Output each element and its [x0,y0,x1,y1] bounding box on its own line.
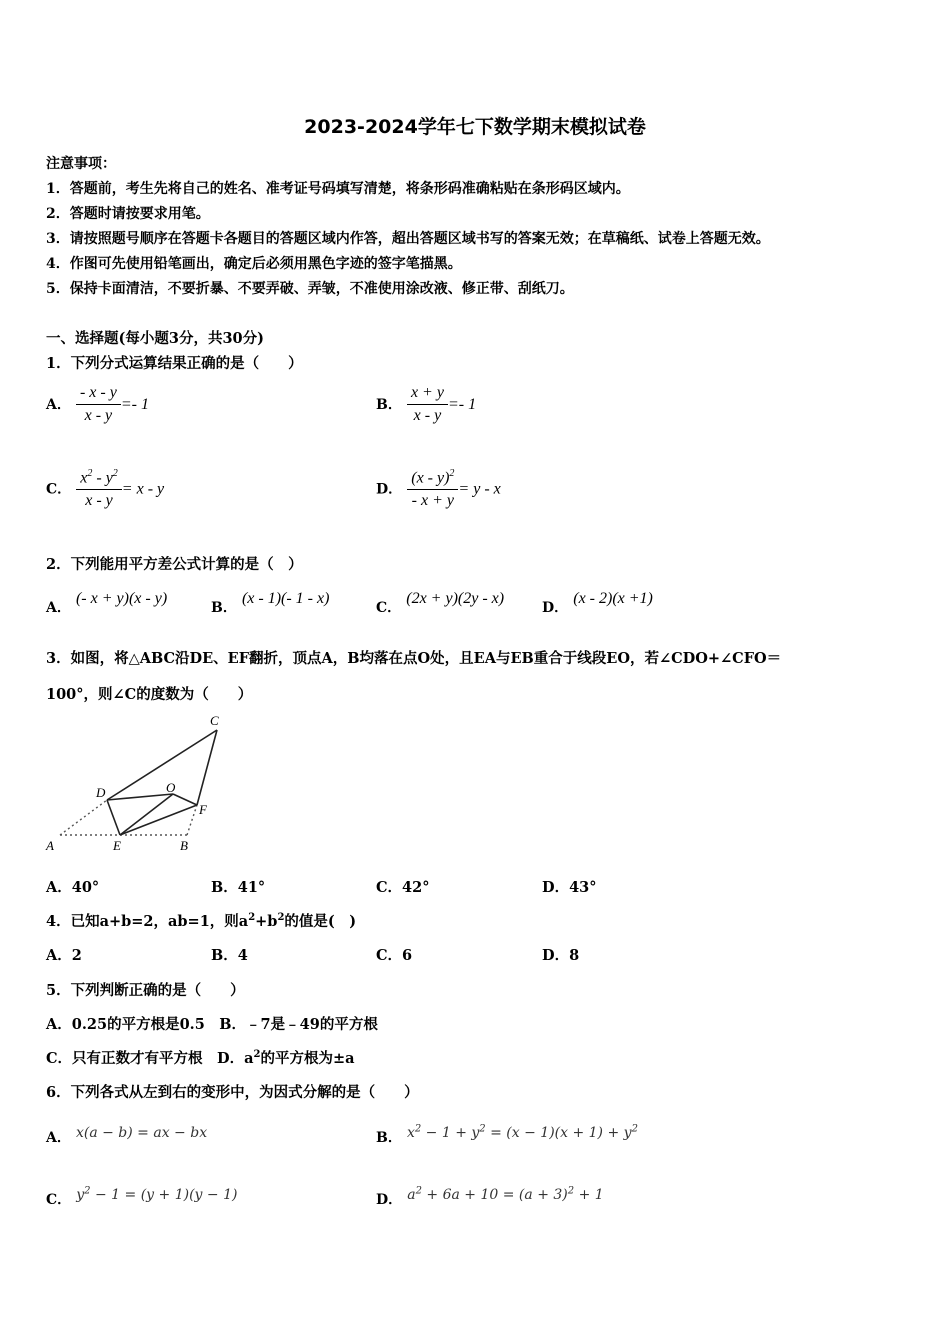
segment-eo [120,794,173,835]
segment-ef [120,805,197,835]
q3-option-d[interactable]: D．43° [542,879,597,896]
q2-a-label: A． [46,600,71,616]
q1-c-num: $x^2 - y^2$ [76,468,122,490]
point-label-e: E [113,838,121,853]
q1-option-c[interactable] [46,468,164,510]
q3-triangle-figure [40,708,240,858]
q3-option-b[interactable]: B．41° [211,879,266,896]
q1-c-rhs: = x - y [121,480,165,498]
q1-option-b[interactable] [376,384,476,425]
q1-stem: 1．下列分式运算结果正确的是（ ） [46,355,303,372]
q2-stem: 2．下列能用平方差公式计算的是（ ） [46,556,303,573]
q6-stem: 6．下列各式从左到右的变形中，为因式分解的是（ ） [46,1084,419,1101]
q1-d-fraction [407,468,458,510]
q6-c-label: C． [46,1192,72,1208]
q1-b-num: x + y [407,384,448,405]
note-item-2: 2．答题时请按要求用笔。 [46,206,210,222]
note-item-4: 4．作图可先使用铅笔画出，确定后必须用黑色字迹的签字笔描黑。 [46,256,462,272]
segment-of [173,794,197,805]
q1-a-num: - x - y [76,384,121,405]
q1-b-label: B． [376,397,402,413]
q6-c-expr: $y^2 - 1 = (y + 1)(y - 1)$ [76,1185,238,1203]
q5-options-ab[interactable]: A．0.25的平方根是0.5 B．﹣7是﹣49的平方根 [46,1016,378,1033]
q1-option-d[interactable] [376,468,501,510]
q2-option-b[interactable] [211,588,330,616]
fold-line-ad [60,800,107,835]
q1-d-den: - x + y [411,492,454,510]
q3-option-c[interactable]: C．42° [376,879,430,896]
point-label-f: F [199,802,207,817]
section-heading: 一、选择题(每小题3分，共30分) [46,330,264,347]
q5-stem: 5．下列判断正确的是（ ） [46,982,245,999]
q1-c-label: C． [46,481,72,498]
q6-d-label: D． [376,1192,403,1208]
q2-option-d[interactable] [542,588,653,616]
q1-d-rhs: = y - x [458,480,501,498]
q6-d-expr: $a^2 + 6a + 10 = (a + 3)^2 + 1$ [407,1185,604,1203]
fold-line-bf [187,805,197,835]
q5-options-cd[interactable]: C．只有正数才有平方根 D．$a^2$的平方根为±a [46,1049,355,1067]
point-label-a: A [46,838,54,853]
q1-d-num: (x - y)$^2$ [407,468,458,490]
q1-d-label: D． [376,481,403,498]
q1-a-den: x - y [84,407,113,424]
segment-do [107,794,173,800]
q4-option-c[interactable]: C．6 [376,947,413,964]
q1-a-label: A． [46,397,71,413]
q3-stem-line2: 100°，则∠C的度数为（ ） [46,686,253,703]
point-label-c: C [210,713,219,728]
q1-option-a[interactable] [46,384,149,425]
notes-heading: 注意事项： [46,156,116,172]
note-item-1: 1．答题前，考生先将自己的姓名、准考证号码填写清楚，将条形码准确粘贴在条形码区域内。 [46,181,630,197]
q4-option-d[interactable]: D．8 [542,947,580,964]
q4-option-a[interactable]: A．2 [46,947,82,964]
q2-a-expr: (- x + y)(x - y) [75,590,168,607]
point-label-o: O [166,780,176,795]
q6-option-d[interactable] [376,1184,604,1208]
q2-d-label: D． [542,600,569,616]
q6-option-b[interactable] [376,1122,638,1146]
page-title: 2023-2024学年七下数学期末模拟试卷 [304,116,646,138]
q1-a-fraction [76,384,121,425]
q2-c-expr: (2x + y)(2y - x) [406,590,505,607]
q2-b-expr: (x - 1)(- 1 - x) [241,590,330,607]
q6-b-expr: $x^2 - 1 + y^2 = (x - 1)(x + 1) + y^2$ [406,1123,638,1141]
q3-option-a[interactable]: A．40° [46,879,100,896]
q6-option-a[interactable] [46,1122,208,1146]
q1-c-den: x - y [85,492,113,510]
q1-b-den: x - y [413,407,442,424]
q1-b-rhs: =- 1 [447,396,477,413]
q2-option-a[interactable] [46,588,168,616]
q6-b-label: B． [376,1130,402,1146]
segment-de [107,800,120,835]
q1-b-fraction [407,384,448,425]
q4-stem: 4．已知a+b=2，ab=1，则$a^2+b^2$的值是( ) [46,912,357,930]
q1-a-rhs: =- 1 [120,396,149,413]
point-label-b: B [180,838,188,853]
q6-option-c[interactable] [46,1184,238,1208]
q1-c-fraction [76,468,122,510]
note-item-5: 5．保持卡面清洁，不要折暴、不要弄破、弄皱，不准使用涂改液、修正带、刮纸刀。 [46,281,574,297]
q6-a-label: A． [46,1130,71,1146]
q3-stem-line1: 3．如图，将△ABC沿DE、EF翻折，顶点A，B均落在点O处，且EA与EB重合于线段EO，若∠CDO+∠CFO＝ [46,650,782,667]
q2-c-label: C． [376,600,402,616]
point-label-d: D [96,785,106,800]
q6-a-expr: x(a − b) = ax − bx [75,1125,208,1141]
q2-b-label: B． [211,600,237,616]
q4-option-b[interactable]: B．4 [211,947,248,964]
note-item-3: 3．请按照题号顺序在答题卡各题目的答题区域内作答，超出答题区域书写的答案无效；在草稿纸、试卷上答题无效。 [46,231,770,247]
q2-option-c[interactable] [376,588,505,616]
q2-d-expr: (x - 2)(x +1) [573,590,653,607]
